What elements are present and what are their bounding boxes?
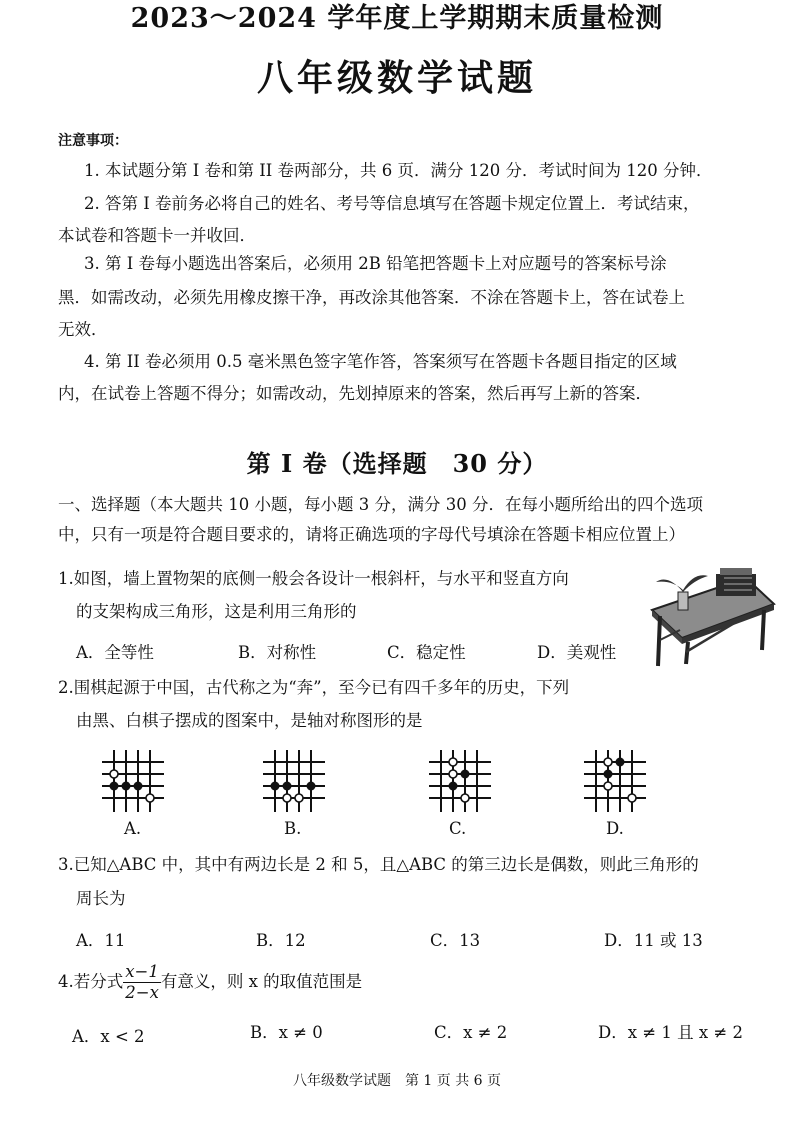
notes-line: 3. 第 I 卷每小题选出答案后，必须用 2B 铅笔把答题卡上对应题号的答案标号涂	[84, 254, 667, 273]
wall-shelf-illustration	[628, 560, 778, 670]
q2-option-a: A.	[124, 819, 142, 838]
section-instruction: 中，只有一项是符合题目要求的，请将正确选项的字母代号填涂在答题卡相应位置上）	[58, 525, 685, 544]
go-pattern-a	[98, 748, 170, 814]
notes-line: 4. 第 II 卷必须用 0.5 毫米黑色签字笔作答，答案须写在答题卡各题目指定的区域	[84, 352, 677, 371]
notes-line: 2. 答第 I 卷前务必将自己的姓名、考号等信息填写在答题卡规定位置上．考试结束，	[84, 194, 700, 213]
notes-line: 黑．如需改动，必须先用橡皮擦干净，再改涂其他答案．不涂在答题卡上，答在试卷上	[58, 288, 685, 307]
q3-stem: 3.已知△ABC 中，其中有两边长是 2 和 5，且△ABC 的第三边长是偶数，则此三角形的	[58, 855, 699, 874]
q1-option-c: C．稳定性	[387, 643, 466, 662]
go-pattern-c	[425, 748, 497, 814]
go-pattern-d	[580, 748, 652, 814]
q1-option-d: D．美观性	[537, 643, 617, 662]
q3-option-b: B．12	[256, 931, 306, 950]
subject-title: 八年级数学试题	[256, 57, 537, 99]
q1-stem: 的支架构成三角形，这是利用三角形的	[76, 602, 357, 621]
notes-line: 1. 本试题分第 I 卷和第 II 卷两部分，共 6 页．满分 120 分．考试时间为 120 分钟．	[84, 161, 713, 180]
q3-stem: 周长为	[76, 889, 126, 908]
q3-option-d: D．11 或 13	[604, 931, 703, 950]
page-footer: 八年级数学试题 第 1 页 共 6 页	[292, 1073, 502, 1089]
q2-stem: 2.围棋起源于中国，古代称之为“奔”，至今已有四千多年的历史，下列	[58, 678, 570, 697]
exam-period-title: 2023～2024 学年度上学期期末质量检测	[130, 3, 664, 34]
q4-option-c: C．x ≠ 2	[434, 1023, 508, 1042]
q2-option-c: C.	[449, 819, 467, 838]
notes-line: 本试卷和答题卡一并收回．	[58, 226, 256, 245]
go-pattern-b	[259, 748, 331, 814]
notes-line: 内，在试卷上答题不得分；如需改动，先划掉原来的答案，然后再写上新的答案．	[58, 384, 652, 403]
q1-stem: 1.如图，墙上置物架的底侧一般会各设计一根斜杆，与水平和竖直方向	[58, 569, 569, 588]
q4-denominator: 2−x	[125, 983, 159, 1002]
notes-line: 无效．	[58, 320, 108, 339]
q4-fraction	[123, 962, 161, 1003]
q4-option-d: D．x ≠ 1 且 x ≠ 2	[598, 1023, 743, 1042]
q4-numerator: x−1	[125, 962, 159, 981]
section-title: 第 I 卷（选择题 30 分）	[246, 449, 548, 478]
q1-option-b: B．对称性	[238, 643, 317, 662]
q4-stem	[58, 958, 362, 1006]
q2-option-b: B.	[284, 819, 302, 838]
q4-option-a: A．x < 2	[72, 1027, 145, 1046]
q1-option-a: A．全等性	[76, 643, 154, 662]
q4-prefix: 4.若分式	[58, 972, 124, 991]
q3-option-c: C．13	[430, 931, 481, 950]
notes-title: 注意事项：	[58, 133, 128, 149]
q4-suffix: 有意义，则 x 的取值范围是	[160, 972, 363, 991]
q3-option-a: A．11	[76, 931, 126, 950]
section-instruction: 一、选择题（本大题共 10 小题，每小题 3 分，满分 30 分．在每小题所给出的四个选项	[58, 495, 703, 514]
q4-option-b: B．x ≠ 0	[250, 1023, 323, 1042]
q2-stem: 由黑、白棋子摆成的图案中，是轴对称图形的是	[76, 711, 423, 730]
q2-option-d: D.	[606, 819, 624, 838]
